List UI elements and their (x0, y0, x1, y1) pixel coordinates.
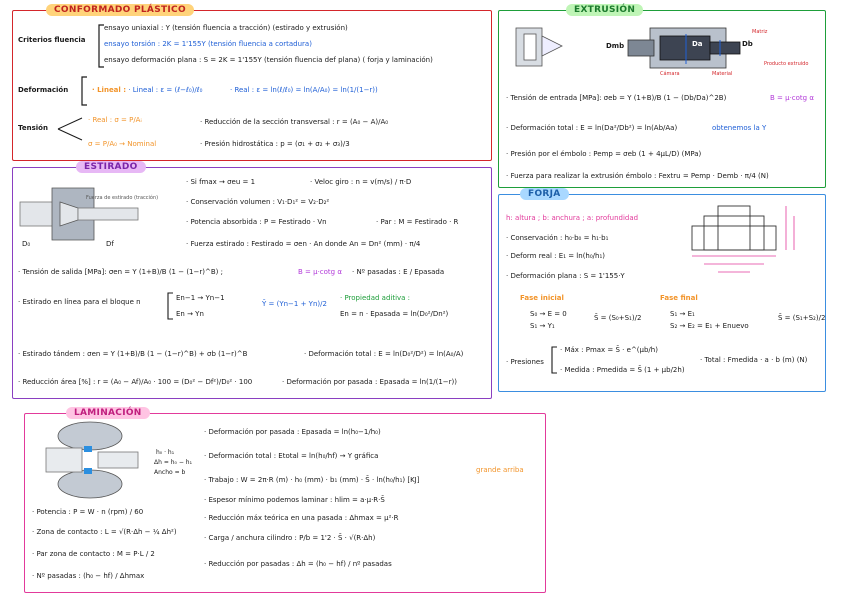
estirado-def-total: · Deformación total : E = ln(D₀²/D²) = ln(A₀/A) (304, 350, 464, 358)
forja-presiones: · Presiones (506, 358, 544, 366)
forja-fi3: S̄ = (S₀+S₁)/2 (594, 314, 642, 322)
extrusion-die-icon (512, 22, 572, 70)
laminacion-fig-3: Ancho = b (154, 469, 186, 476)
estirado-def-pasada: · Deformación por pasada : Epasada = ln(1/(1−r)) (282, 378, 457, 386)
tension-real: · Real : σ = P/Aᵢ (88, 116, 142, 124)
extrusion-presion-embolo: · Presión por el émbolo : Pemp = σeb (1 + 4μL/D) (MPa) (506, 150, 702, 158)
extrusion-camara: Cámara (660, 71, 680, 77)
extrusion-b-note: B = μ·cotg α (770, 94, 814, 102)
estirado-bracket (166, 292, 174, 320)
extrusion-matriz: Matriz (752, 29, 768, 35)
extrusion-fuerza: · Fuerza para realizar la extrusión émbolo : Fextru = Pemp · Demb · π/4 (N) (506, 172, 769, 180)
forja-total: · Total : Fmedida · a · b (m) (N) (700, 356, 808, 364)
tension-arrows (56, 114, 86, 144)
forja-ff2: S₂ → E₂ = E₁ + Enuevo (670, 322, 749, 330)
deformacion-real: · Real : ε = ln(ℓ/ℓ₀) = ln(A/A₀) = ln(1/(1−r)) (230, 86, 378, 94)
laminacion-carga: · Carga / anchura cilindro : P/b = 1'2 · S̄ · √(R·Δh) (204, 534, 376, 542)
estirado-reduccion: · Reducción área [%] : r = (A₀ − Af)/A₀ · 100 = (D₀² − Df²)/D₀² · 100 (18, 378, 253, 386)
estirado-par: · Par : M = Festirado · R (376, 218, 459, 226)
deformacion-bracket (80, 76, 88, 106)
laminacion-fig-2: Δh = h₀ − h₁ (154, 459, 193, 466)
extrusion-da: Da (692, 40, 703, 48)
estirado-tandem: · Estirado tándem : σen = Y (1+B)/B (1 − (1−r)^B) + σb (1−r)^B (18, 350, 248, 358)
estirado-potencia: · Potencia absorbida : P = Festirado · Vn (186, 218, 327, 226)
forja-fase-inicial: Fase inicial (520, 294, 564, 302)
laminacion-trabajo: · Trabajo : W = 2π·R (m) · h₀ (mm) · b₁ (mm) · S̄ · ln(h₀/h₁) [KJ] (204, 476, 420, 484)
extrusion-title: EXTRUSIÓN (566, 4, 643, 16)
estirado-tension-salida: · Tensión de salida [MPa]: σen = Y (1+B)/B (1 − (1−r)^B) ; (18, 268, 223, 276)
forja-presiones-bracket (550, 346, 558, 374)
laminacion-rollers-diagram (44, 430, 144, 490)
forja-title: FORJA (520, 188, 569, 200)
forja-def-plana: · Deformación plana : S = 1'155·Y (506, 272, 625, 280)
laminacion-potencia: · Potencia : P = W · n (rpm) / 60 (32, 508, 144, 516)
forja-blocks-diagram (690, 200, 810, 280)
laminacion-pasadas: · Nº pasadas : (h₀ − hf) / Δhmax (32, 572, 145, 580)
estirado-en1: En−1 → Yn−1 (176, 294, 225, 302)
estirado-en-total: En = n · Epasada = ln(D₀²/Dn²) (340, 310, 449, 318)
laminacion-reduccion-max: · Reducción máx teórica en una pasada : Δhmax = μ²·R (204, 514, 399, 522)
forja-variables: h: altura ; b: anchura ; a: profundidad (506, 214, 639, 222)
estirado-fuerza: · Fuerza estirado : Festirado = σen · An donde An = Dn² (mm) · π/4 (186, 240, 421, 248)
forja-pmed: · Medida : Pmedida = S̄ (1 + μb/2h) (560, 366, 685, 374)
estirado-veloc: · Veloc giro : n = v(m/s) / π·D (310, 178, 412, 186)
deformacion-label: Deformación (18, 86, 69, 94)
forja-fi2: S₁ → Y₁ (530, 322, 555, 330)
tension-nominal: σ = P/A₀ → Nominal (88, 140, 157, 148)
conformado-title: CONFORMADO PLÁSTICO (46, 4, 194, 16)
estirado-d0: D₀ (22, 240, 31, 248)
estirado-title: ESTIRADO (76, 161, 146, 173)
extrusion-obtenemos: obtenemos la Y (712, 124, 767, 132)
laminacion-fig-1: h₀ · h₁ (156, 449, 175, 456)
laminacion-zona-contacto: · Zona de contacto : L = √(R·Δh − ¼ Δh²) (32, 528, 177, 536)
extrusion-deformacion: · Deformación total : E = ln(Da²/Db²) = ln(Ab/Aa) (506, 124, 678, 132)
laminacion-espesor-min: · Espesor mínimo podemos laminar : hlim = a·μ·R·S̄ (204, 496, 385, 504)
estirado-ymedia: Ȳ = (Yn−1 + Yn)/2 (262, 300, 327, 308)
estirado-si-fmax: · Si fmax → σeu = 1 (186, 178, 256, 186)
estirado-pasadas: · Nº pasadas : E / Epasada (352, 268, 445, 276)
laminacion-grande-arriba: grande arriba (476, 466, 524, 474)
forja-pmax: · Máx : Pmax = S̄ · e^(μb/h) (560, 346, 658, 354)
reduccion-seccion: · Reducción de la sección transversal : r = (A₀ − A)/A₀ (200, 118, 389, 126)
laminacion-title: LAMINACIÓN (66, 407, 150, 419)
estirado-fig-label: Fuerza de estirado (tracción) (86, 195, 159, 201)
laminacion-reduccion-pasadas: · Reducción por pasadas : Δh = (h₀ − hf) / nº pasadas (204, 560, 392, 568)
forja-fase-final: Fase final (660, 294, 698, 302)
estirado-aditiva: · Propiedad aditiva : (340, 294, 411, 302)
forja-fi1: S₀ → E = 0 (530, 310, 567, 318)
deformacion-lineal: · Lineal : · Lineal : ε = (ℓ−ℓ₀)/ℓ₀ (92, 86, 203, 94)
extrusion-press-diagram (620, 22, 770, 82)
extrusion-tension-entrada: · Tensión de entrada [MPa]: σeb = Y (1+B)/B (1 − (Db/Da)^2B) (506, 94, 727, 102)
estirado-b-note: B = μ·cotg α (298, 268, 342, 276)
criterio-uniaxial: ensayo uniaxial : Y (tensión fluencia a tracción) (estirado y extrusión) (104, 24, 348, 32)
estirado-en: En → Yn (176, 310, 204, 318)
presion-hidrostatica: · Presión hidrostática : p = (σ₁ + σ₂ + σ₃)/3 (200, 140, 350, 148)
estirado-df: Df (106, 240, 114, 248)
laminacion-par: · Par zona de contacto : M = P·L / 2 (32, 550, 155, 558)
criterio-def-plana: ensayo deformación plana : S = 2K = 1'155Y (tensión fluencia def plana) ( forja y laminación) (104, 56, 433, 64)
laminacion-def-total: · Deformación total : Etotal = ln(h₀/hf) → Y gráfica (204, 452, 379, 460)
estirado-en-linea: · Estirado en línea para el bloque n (18, 298, 141, 306)
tension-label: Tensión (18, 124, 48, 132)
laminacion-def-pasada: · Deformación por pasada : Epasada = ln(h₀−1/h₀) (204, 428, 381, 436)
extrusion-dmb: Dmb (606, 42, 625, 50)
extrusion-db: Db (742, 40, 753, 48)
forja-conservacion: · Conservación : h₀·b₀ = h₁·b₁ (506, 234, 609, 242)
forja-ff1: S₁ → E₁ (670, 310, 695, 318)
criterio-torsion: ensayo torsión : 2K = 1'155Y (tensión fluencia a cortadura) (104, 40, 312, 48)
estirado-conservacion: · Conservación volumen : V₁·D₁² = V₂·D₂² (186, 198, 330, 206)
extrusion-material: Material (712, 71, 733, 77)
forja-ff3: S̄ = (S₁+S₂)/2 (778, 314, 826, 322)
criterios-label: Criterios fluencia (18, 36, 86, 44)
extrusion-producto: Producto extruido (764, 61, 809, 67)
forja-deform-real: · Deform real : E₁ = ln(h₀/h₁) (506, 252, 605, 260)
